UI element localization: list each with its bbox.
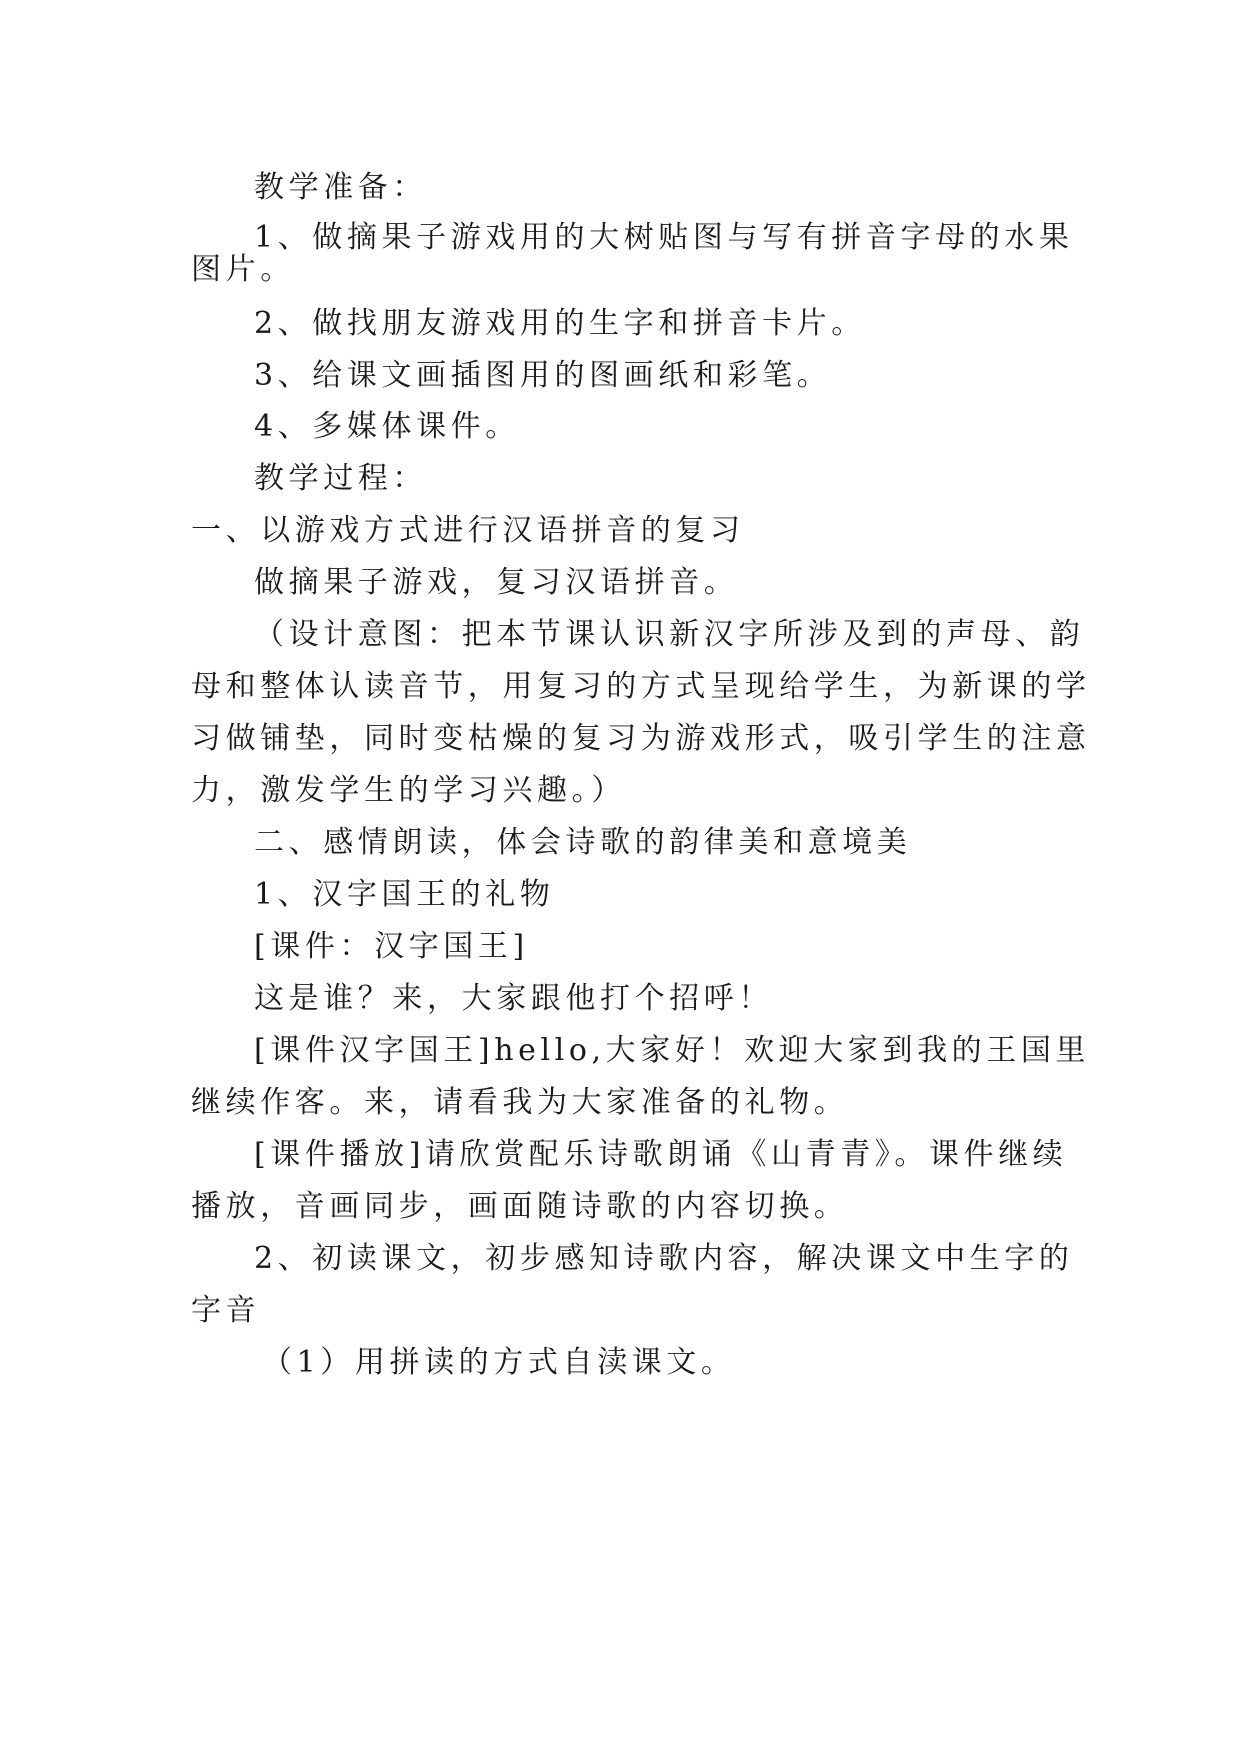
dialogue-line: 这是谁？来，大家跟他打个招呼！ — [254, 981, 773, 1016]
prep-item-3: 3、给课文画插图用的图画纸和彩笔。 — [254, 358, 832, 393]
courseware-note-2: [课件汉字国王]hello,大家好！欢迎大家到我的王国里 — [254, 1033, 1091, 1068]
prep-item-1: 1、做摘果子游戏用的大树贴图与写有拼音字母的水果 — [254, 220, 1074, 255]
subsection-1-heading: 1、汉字国王的礼物 — [254, 877, 555, 912]
subsection-2-heading-continued: 字音 — [191, 1293, 261, 1328]
design-intent-line-3: 习做铺垫，同时变枯燥的复习为游戏形式，吸引学生的注意 — [191, 721, 1091, 756]
courseware-playback-continued: 播放，音画同步，画面随诗歌的内容切换。 — [191, 1189, 849, 1224]
paragraph-game: 做摘果子游戏，复习汉语拼音。 — [254, 565, 739, 600]
subsection-2-heading: 2、初读课文，初步感知诗歌内容，解决课文中生字的 — [254, 1241, 1074, 1276]
courseware-note-2-continued: 继续作客。来，请看我为大家准备的礼物。 — [191, 1085, 849, 1120]
design-intent-line-2: 母和整体认读音节，用复习的方式呈现给学生，为新课的学 — [191, 669, 1091, 704]
section-2-heading: 二、感情朗读，体会诗歌的韵律美和意境美 — [254, 825, 912, 860]
step-1: （1）用拼读的方式自渎课文。 — [262, 1345, 736, 1380]
courseware-playback: [课件播放]请欣赏配乐诗歌朗诵《山青青》。课件继续 — [254, 1137, 1068, 1172]
courseware-note-1: [课件：汉字国王] — [254, 929, 529, 964]
design-intent-line-1: （设计意图：把本节课认识新汉字所涉及到的声母、韵 — [254, 617, 1085, 652]
heading-teaching-process: 教学过程： — [254, 461, 427, 496]
prep-item-4: 4、多媒体课件。 — [254, 409, 520, 444]
section-1-heading: 一、以游戏方式进行汉语拼音的复习 — [191, 513, 745, 548]
prep-item-1-continued: 图片。 — [191, 252, 295, 287]
design-intent-line-4: 力，激发学生的学习兴趣。） — [191, 773, 626, 808]
heading-teaching-preparation: 教学准备： — [254, 170, 427, 205]
prep-item-2: 2、做找朋友游戏用的生字和拼音卡片。 — [254, 306, 866, 341]
